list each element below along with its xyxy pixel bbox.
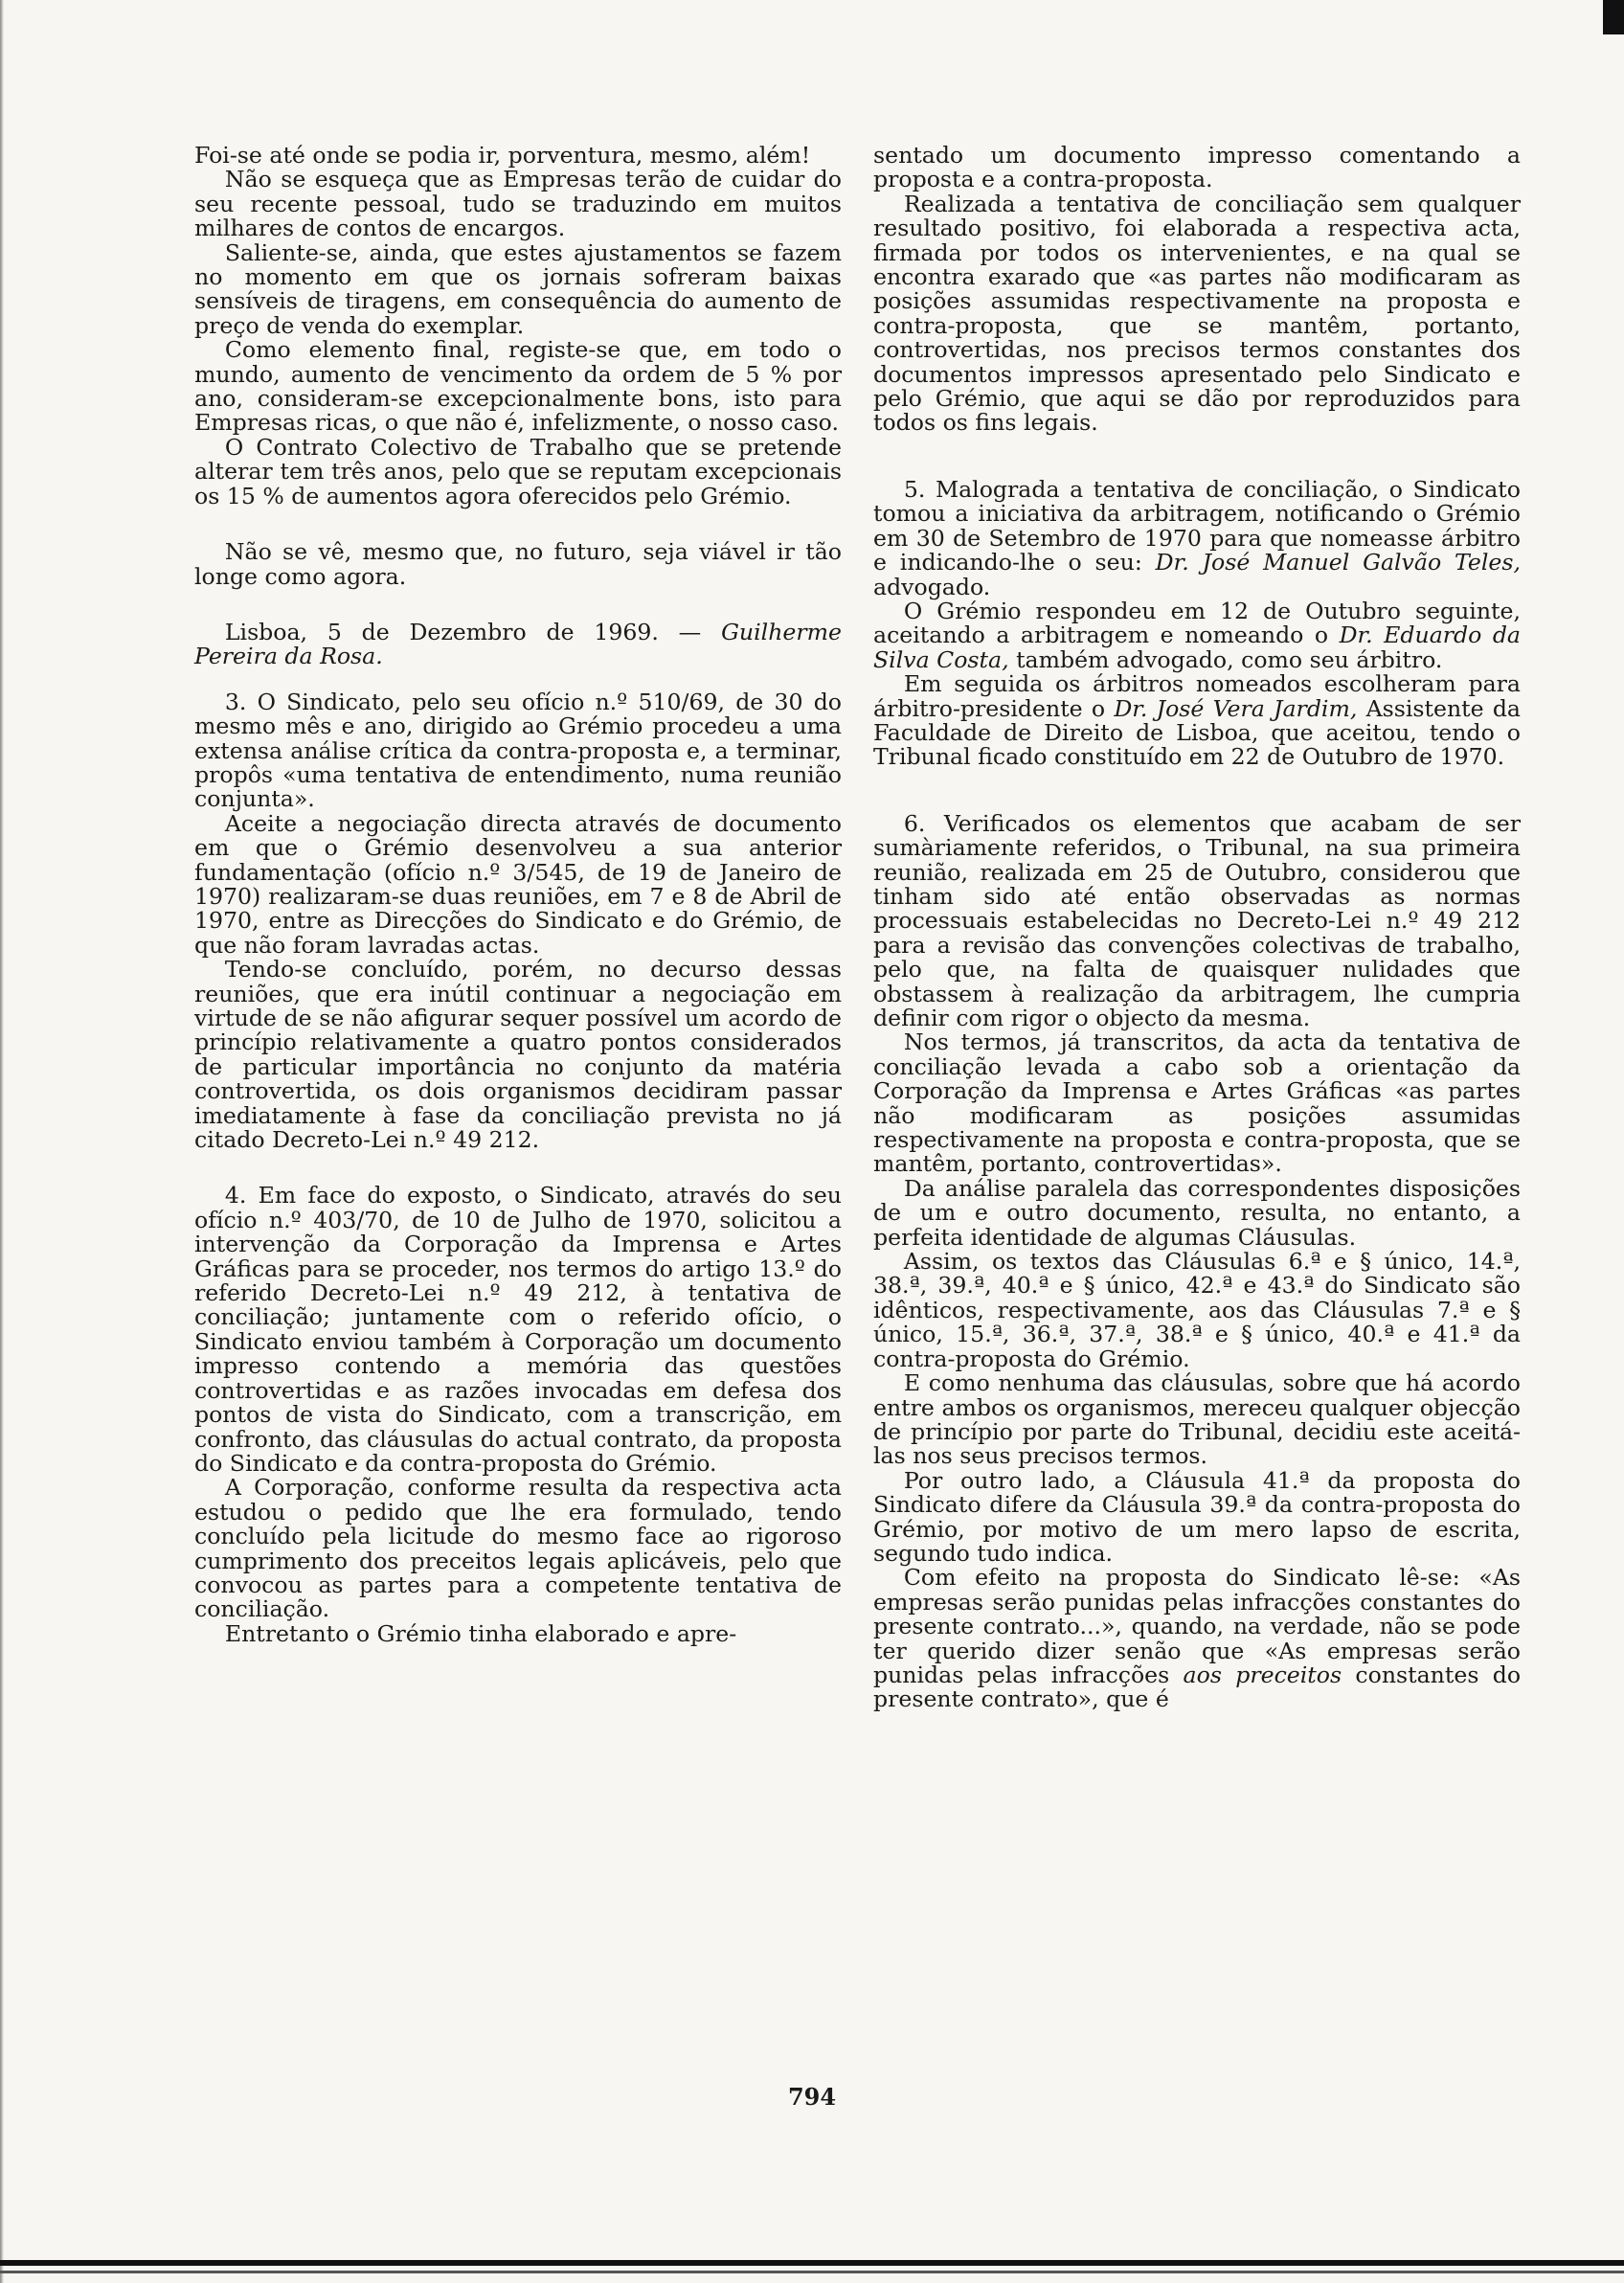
text-run: Com efeito na proposta do Sindicato lê-se: «As empresas serão punidas pelas infracções constantes do presente contrato...», quando, na verdade, não se pode ter querido dizer senão que «As empresas serão punidas pelas infracções	[873, 1564, 1521, 1688]
paragraph: Não se vê, mesmo que, no futuro, seja viável ir tão longe como agora.	[194, 538, 842, 590]
paragraph: O Contrato Colectivo de Trabalho que se pretende alterar tem três anos, pelo que se reputam excepcionais os 15 % de aumentos agora oferecidos pelo Grémio.	[194, 433, 842, 509]
text-run: Em seguida os árbitros nomeados escolheram para árbitro-presidente o	[873, 670, 1521, 722]
paragraph: Entretanto o Grémio tinha elaborado e apre-	[224, 1619, 737, 1647]
paragraph: Foi-se até onde se podia ir, porventura, mesmo, além!	[194, 142, 811, 169]
paragraph: Assim, os textos das Cláusulas 6.ª e § único, 14.ª, 38.ª, 39.ª, 40.ª e § único, 42.ª e 43.ª do Sindicato são idênticos, respectivamente, aos das Cláusulas 7.ª e § único, 15.ª, 36.ª, 37.ª, 38.ª e § único, 40.ª e 41.ª da contra-proposta do Grémio.	[873, 1248, 1521, 1372]
paragraph: Realizada a tentativa de conciliação sem qualquer resultado positivo, foi elaborada a respectiva acta, firmada por todos os intervenientes, e na qual se encontra exarado que «as partes não modificaram as posições assumidas respectivamente na proposta e contra-proposta, que se mantêm, portanto, controvertidas, nos precisos termos constantes dos documentos impressos apresentado pelo Sindicato e pelo Grémio, que aqui se dão por reproduzidos para todos os fins legais.	[873, 190, 1521, 437]
scan-corner-mark	[1603, 0, 1624, 34]
paragraph: Tendo-se concluído, porém, no decurso dessas reuniões, que era inútil continuar a negociação em virtude de se não afigurar sequer possível um acordo de princípio relativamente a quatro pontos considerados de particular importância no conjunto da matéria controvertida, os dois organismos decidiram passar imediatamente à fase da conciliação prevista no já citado Decreto-Lei n.º 49 212.	[194, 956, 842, 1154]
page-number: 794	[787, 2083, 837, 2111]
scan-edge-shadow	[0, 2271, 1624, 2273]
arbiter-name: Dr. José Manuel Galvão Teles,	[1155, 549, 1521, 576]
scan-edge-left	[0, 0, 4, 2283]
paragraph	[873, 672, 1521, 770]
paragraph: Aceite a negociação directa através de documento em que o Grémio desenvolveu a sua anterior fundamentação (ofício n.º 3/545, de 19 de Janeiro de 1970) realizaram-se duas reuniões, em 7 e 8 de Abril de 1970, entre as Direcções do Sindicato e do Grémio, de que não foram lavradas actas.	[194, 809, 842, 959]
paragraph: Por outro lado, a Cláusula 41.ª da proposta do Sindicato difere da Cláusula 39.ª da contra-proposta do Grémio, por motivo de um mero lapso de escrita, segundo tudo indica.	[873, 1466, 1521, 1567]
scan-edge-bottom	[0, 2260, 1624, 2266]
text-run: O Grémio respondeu em 12 de Outubro seguinte, aceitando a arbitragem e nomeando o	[873, 597, 1521, 649]
text-run: 5. Malograda a tentativa de conciliação, o Sindicato tomou a iniciativa da arbitragem, notificando o Grémio em 30 de Setembro de 1970 para que nomeasse árbitro e indicando-lhe o seu:	[873, 475, 1521, 576]
paragraph: A Corporação, conforme resulta da respectiva acta estudou o pedido que lhe era formulado, tendo concluído pela licitude do mesmo face ao rigoroso cumprimento dos preceitos legais aplicáveis, pelo que convocou as partes para a competente tentativa de conciliação.	[194, 1474, 842, 1623]
text-run: constantes do presente contrato», que é	[873, 1661, 1522, 1713]
paragraph	[873, 599, 1521, 672]
right-column	[873, 144, 1521, 1712]
section-6-paragraph: 6. Verificados os elementos que acabam de ser sumàriamente referidos, o Tribunal, na sua primeira reunião, realizada em 25 de Outubro, considerou que tinham sido até então observadas as normas processuais estabelecidas no Decreto-Lei n.º 49 212 para a revisão das convenções colectivas de trabalho, pelo que, na falta de quaisquer nulidades que obstassem à realização da arbitragem, lhe cumpria definir com rigor o objecto da mesma.	[873, 809, 1521, 1031]
text-run-italic: aos preceitos	[1183, 1661, 1342, 1688]
signature-name: Guilherme Pereira da Rosa.	[194, 618, 842, 670]
paragraph: E como nenhuma das cláusulas, sobre que há acordo entre ambos os organismos, mereceu qualquer objecção de princípio por parte do Tribunal, decidiu este aceitá-las nos seus precisos termos.	[873, 1369, 1521, 1470]
president-name: Dr. José Vera Jardim,	[1114, 694, 1358, 722]
section-5-paragraph	[873, 475, 1521, 600]
paragraph: Saliente-se, ainda, que estes ajustamentos se fazem no momento em que os jornais sofreram baixas sensíveis de tiragens, em consequência do aumento de preço de venda do exemplar.	[194, 238, 842, 339]
paragraph: Nos termos, já transcritos, da acta da tentativa de conciliação levada a cabo sob a orientação da Corporação da Imprensa e Artes Gráficas «as partes não modificaram as posições assumidas respectivamente na proposta e contra-proposta, que se mantêm, portanto, controvertidas».	[873, 1028, 1521, 1178]
section-3-paragraph: 3. O Sindicato, pelo seu ofício n.º 510/69, de 30 do mesmo mês e ano, dirigido ao Grémio procedeu a uma extensa análise crítica da contra-proposta e, a terminar, propôs «uma tentativa de entendimento, numa reunião conjunta».	[194, 688, 842, 813]
text-run: Assistente da Faculdade de Direito de Lisboa, que aceitou, tendo o Tribunal ficado constituído em 22 de Outubro de 1970.	[873, 694, 1521, 771]
paragraph	[873, 1566, 1521, 1711]
arbiter-name: Dr. Eduardo da Silva Costa,	[873, 622, 1522, 673]
signature-line	[194, 618, 842, 670]
signature-place-date: Lisboa, 5 de Dezembro de 1969. —	[224, 618, 702, 645]
text-run: advogado.	[873, 573, 991, 600]
paragraph: Como elemento final, registe-se que, em todo o mundo, aumento de vencimento da ordem de 5 % por ano, consideram-se excepcionalmente bons, isto para Empresas ricas, o que não é, infelizmente, o nosso caso.	[194, 336, 842, 437]
text-run: também advogado, como seu árbitro.	[1016, 645, 1443, 673]
paragraph: sentado um documento impresso comentando a proposta e a contra-proposta.	[873, 142, 1521, 193]
section-4-paragraph: 4. Em face do exposto, o Sindicato, através do seu ofício n.º 403/70, de 10 de Julho de 1970, solicitou a intervenção da Corporação da Imprensa e Artes Gráficas para se proceder, nos termos do artigo 13.º do referido Decreto-Lei n.º 49 212, à tentativa de conciliação; juntamente com o referido ofício, o Sindicato enviou também à Corporação um documento impresso contendo a memória das questões controvertidas e as razões invocadas em defesa dos pontos de vista do Sindicato, com a transcrição, em confronto, das cláusulas do actual contrato, da proposta do Sindicato e da contra-proposta do Grémio.	[194, 1182, 842, 1477]
paragraph: Não se esqueça que as Empresas terão de cuidar do seu recente pessoal, tudo se traduzindo em muitos milhares de contos de encargos.	[194, 166, 842, 242]
paragraph: Da análise paralela das correspondentes disposições de um e outro documento, resulta, no entanto, a perfeita identidade de algumas Cláusulas.	[873, 1174, 1521, 1251]
left-column	[194, 144, 842, 1646]
